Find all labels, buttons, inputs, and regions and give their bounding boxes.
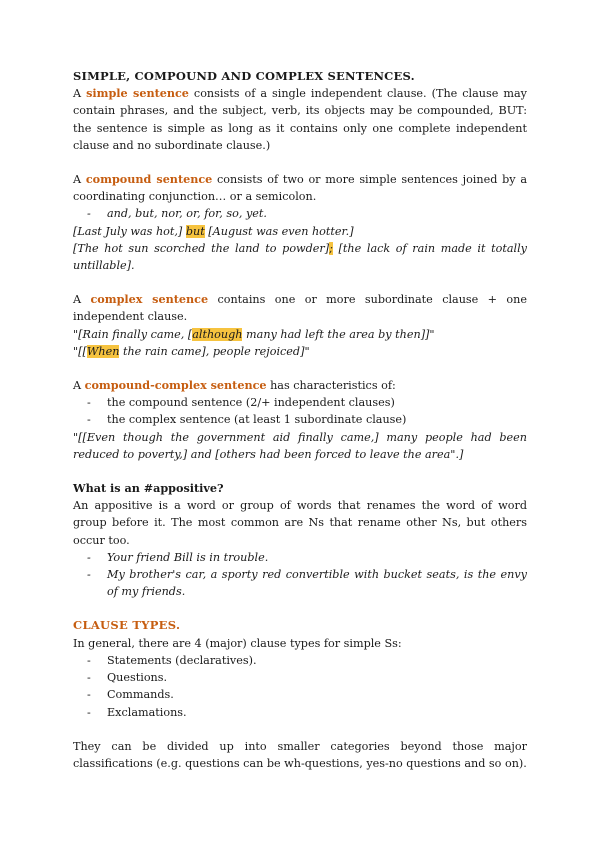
clause-types-outro: They can be divided up into smaller categories beyond those major classifications (e.g. questions can be wh-questions, yes-no questions and so on). bbox=[73, 739, 527, 770]
complex-paragraph bbox=[73, 291, 527, 325]
compound-complex-example: "[[Even though the government aid finally came,] many people had been reduced to poverty,] and [others had been forced to leave the area".] bbox=[73, 430, 527, 461]
example-text: "[[ bbox=[73, 344, 87, 358]
compound-paragraph bbox=[73, 171, 527, 205]
list-item: - Statements (declaratives). bbox=[87, 652, 527, 669]
list-item: - and, but, nor, or, for, so, yet. bbox=[87, 205, 527, 222]
simple-pre: A bbox=[73, 87, 87, 101]
list-item: - My brother's car, a sporty red convertible with bucket seats, is the envy of my friends. bbox=[87, 566, 527, 600]
highlight: When bbox=[86, 344, 120, 358]
compound-complex-paragraph bbox=[73, 377, 527, 394]
complex-example-2 bbox=[73, 343, 527, 360]
compound-example-1 bbox=[73, 223, 527, 240]
compound-example-2 bbox=[73, 240, 527, 274]
simple-term: simple sentence bbox=[86, 86, 189, 101]
appositive-list bbox=[73, 549, 527, 601]
example-text: [The hot sun scorched the land to powder] bbox=[73, 241, 330, 255]
list-item: - Questions. bbox=[87, 669, 527, 686]
compound-post: consists of two or more simple sentences joined by a coordinating conjunction… or a semicolon. bbox=[73, 173, 528, 204]
complex-example-1 bbox=[73, 326, 527, 343]
simple-post: consists of a single independent clause. (The clause may contain phrases, and the subject, verb, its objects may be compounded, BUT: the sentence is simple as long as it contains only one complete independent clause and no subordinate clause.) bbox=[73, 87, 527, 152]
list-item: - Your friend Bill is in trouble. bbox=[87, 549, 527, 566]
clause-types-heading: CLAUSE TYPES. bbox=[73, 618, 181, 633]
page-title: SIMPLE, COMPOUND AND COMPLEX SENTENCES. bbox=[73, 69, 415, 83]
highlight: but bbox=[185, 224, 205, 238]
appositive-body: An appositive is a word or group of words that renames the word of word group before it. The most common are Ns that rename other Ns, but others occur too. bbox=[73, 499, 527, 547]
example-text: [Last July was hot,] bbox=[73, 224, 186, 238]
complex-term: complex sentence bbox=[90, 292, 209, 307]
compound-term: compound sentence bbox=[85, 172, 213, 187]
compound-complex-term: compound-complex sentence bbox=[84, 378, 267, 393]
document-page bbox=[73, 68, 527, 772]
example-text: many had left the area by then]]" bbox=[242, 327, 435, 341]
list-item: - Exclamations. bbox=[87, 704, 527, 721]
compound-list bbox=[73, 205, 527, 222]
compound-complex-list bbox=[73, 394, 527, 428]
cc-pre: A bbox=[73, 379, 85, 393]
list-item: - the complex sentence (at least 1 subordinate clause) bbox=[87, 411, 527, 428]
simple-paragraph bbox=[73, 85, 527, 154]
clause-types-intro: In general, there are 4 (major) clause types for simple Ss: bbox=[73, 636, 402, 650]
highlight: although bbox=[192, 327, 243, 341]
appositive-heading: What is an #appositive? bbox=[73, 481, 224, 496]
highlight: ; bbox=[329, 241, 333, 255]
cc-post: has characteristics of: bbox=[266, 379, 396, 393]
list-item: - Commands. bbox=[87, 686, 527, 703]
list-item: - the compound sentence (2/+ independent clauses) bbox=[87, 394, 527, 411]
compound-pre: A bbox=[73, 173, 86, 187]
complex-pre: A bbox=[73, 293, 91, 307]
example-text: "[Rain finally came, [ bbox=[73, 327, 193, 341]
clause-types-list bbox=[73, 652, 527, 721]
example-text: the rain came], people rejoiced]" bbox=[119, 344, 310, 358]
example-text: [August was even hotter.] bbox=[204, 224, 354, 238]
example-text: [the lack of rain made it totally untillable]. bbox=[73, 241, 527, 273]
complex-post: contains one or more subordinate clause + one independent clause. bbox=[73, 293, 527, 324]
